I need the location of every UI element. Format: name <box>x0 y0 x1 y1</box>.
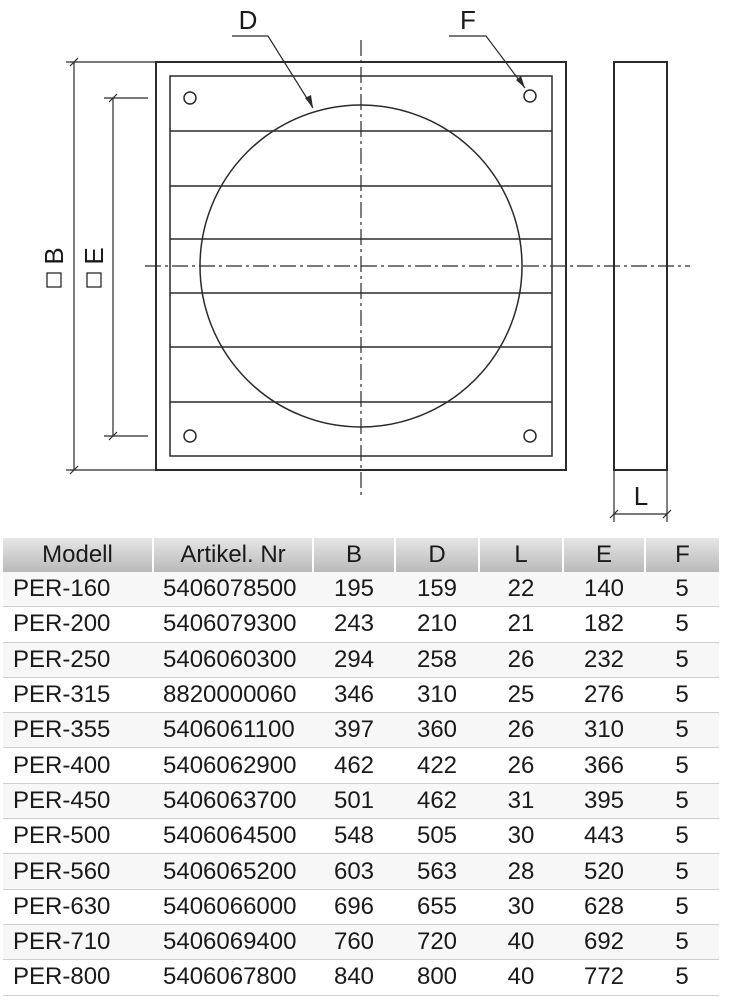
table-cell: 603 <box>313 854 395 889</box>
table-cell: PER-315 <box>3 677 153 712</box>
table-cell: 720 <box>395 924 479 959</box>
table-cell: PER-630 <box>3 889 153 924</box>
table-cell: 422 <box>395 748 479 783</box>
table-cell: 140 <box>563 572 645 607</box>
table-cell: 243 <box>313 607 395 642</box>
table-row <box>3 748 719 783</box>
table-cell: 210 <box>395 607 479 642</box>
table-cell: 25 <box>479 677 563 712</box>
table-cell: 5406060300 <box>153 642 313 677</box>
table-cell: 26 <box>479 642 563 677</box>
table-cell: 22 <box>479 572 563 607</box>
label-f: F <box>460 5 476 35</box>
table-cell: 346 <box>313 677 395 712</box>
table-cell: 159 <box>395 572 479 607</box>
table-cell: 655 <box>395 889 479 924</box>
table-cell: 5 <box>645 854 719 889</box>
table-cell: 21 <box>479 607 563 642</box>
table-cell: 692 <box>563 924 645 959</box>
table-cell: PER-800 <box>3 960 153 995</box>
table-cell: 5 <box>645 924 719 959</box>
table-cell: 5 <box>645 819 719 854</box>
header-d: D <box>395 538 479 572</box>
table-cell: 26 <box>479 713 563 748</box>
table-cell: 5 <box>645 607 719 642</box>
table-cell: 40 <box>479 960 563 995</box>
table-cell: 563 <box>395 854 479 889</box>
table-cell: 5406065200 <box>153 854 313 889</box>
mounting-hole <box>524 430 536 442</box>
table-cell: 366 <box>563 748 645 783</box>
table-cell: 505 <box>395 819 479 854</box>
header-artikel-nr: Artikel. Nr <box>153 538 313 572</box>
table-cell: 760 <box>313 924 395 959</box>
table-cell: PER-200 <box>3 607 153 642</box>
table-cell: PER-710 <box>3 924 153 959</box>
table-cell: 5406064500 <box>153 819 313 854</box>
table-cell: 258 <box>395 642 479 677</box>
table-cell: PER-450 <box>3 783 153 818</box>
table-cell: PER-400 <box>3 748 153 783</box>
table-cell: 840 <box>313 960 395 995</box>
label-d: D <box>238 5 258 35</box>
table-cell: 26 <box>479 748 563 783</box>
header-f: F <box>645 538 719 572</box>
table-cell: 30 <box>479 819 563 854</box>
table-row <box>3 854 719 889</box>
table-cell: 232 <box>563 642 645 677</box>
table-cell: 501 <box>313 783 395 818</box>
table-row <box>3 819 719 854</box>
dimension-e <box>104 94 148 440</box>
label-e: E <box>79 247 109 265</box>
label-l: L <box>633 481 649 511</box>
table-body <box>3 572 719 995</box>
table-row <box>3 960 719 995</box>
table-cell: 397 <box>313 713 395 748</box>
table-cell: 5406078500 <box>153 572 313 607</box>
mounting-hole <box>184 92 196 104</box>
table-cell: 5406069400 <box>153 924 313 959</box>
square-symbol <box>47 273 61 287</box>
table-cell: 628 <box>563 889 645 924</box>
table-cell: 8820000060 <box>153 677 313 712</box>
dimension-b <box>66 58 156 474</box>
table-cell: 182 <box>563 607 645 642</box>
mounting-hole <box>184 430 196 442</box>
table-cell: 40 <box>479 924 563 959</box>
table-cell: 195 <box>313 572 395 607</box>
table-cell: 360 <box>395 713 479 748</box>
square-symbol <box>87 273 101 287</box>
table-cell: 294 <box>313 642 395 677</box>
table-cell: PER-500 <box>3 819 153 854</box>
header-b: B <box>313 538 395 572</box>
table-row <box>3 889 719 924</box>
table-cell: 5 <box>645 889 719 924</box>
table-cell: 800 <box>395 960 479 995</box>
header-modell: Modell <box>3 538 153 572</box>
table-cell: PER-250 <box>3 642 153 677</box>
leader-d <box>232 36 313 108</box>
table-cell: 5406079300 <box>153 607 313 642</box>
table-cell: 5406063700 <box>153 783 313 818</box>
table-cell: 310 <box>563 713 645 748</box>
header-e: E <box>563 538 645 572</box>
mounting-hole <box>524 90 536 102</box>
table-row <box>3 924 719 959</box>
table-cell: 28 <box>479 854 563 889</box>
table-cell: 5406062900 <box>153 748 313 783</box>
table-cell: 5 <box>645 783 719 818</box>
table-cell: PER-160 <box>3 572 153 607</box>
table-cell: 696 <box>313 889 395 924</box>
table-cell: 772 <box>563 960 645 995</box>
table-cell: 5 <box>645 677 719 712</box>
table-row <box>3 677 719 712</box>
table-cell: 310 <box>395 677 479 712</box>
table-cell: PER-355 <box>3 713 153 748</box>
table-cell: 548 <box>313 819 395 854</box>
table-row <box>3 783 719 818</box>
table-cell: 395 <box>563 783 645 818</box>
table-cell: 462 <box>313 748 395 783</box>
table-cell: 276 <box>563 677 645 712</box>
table-cell: 5406067800 <box>153 960 313 995</box>
table-cell: 520 <box>563 854 645 889</box>
table-cell: PER-560 <box>3 854 153 889</box>
table-row <box>3 607 719 642</box>
table-row <box>3 642 719 677</box>
table-row <box>3 713 719 748</box>
table-cell: 462 <box>395 783 479 818</box>
table-row <box>3 572 719 607</box>
label-b: B <box>39 247 69 265</box>
header-l: L <box>479 538 563 572</box>
table-cell: 5406066000 <box>153 889 313 924</box>
center-lines <box>145 40 690 498</box>
table-cell: 5406061100 <box>153 713 313 748</box>
table-cell: 5 <box>645 713 719 748</box>
table-cell: 443 <box>563 819 645 854</box>
table-header-row <box>3 538 719 572</box>
table-cell: 5 <box>645 960 719 995</box>
table-cell: 5 <box>645 642 719 677</box>
table-cell: 31 <box>479 783 563 818</box>
table-cell: 5 <box>645 748 719 783</box>
spec-table <box>3 538 719 996</box>
table-cell: 5 <box>645 572 719 607</box>
table-cell: 30 <box>479 889 563 924</box>
